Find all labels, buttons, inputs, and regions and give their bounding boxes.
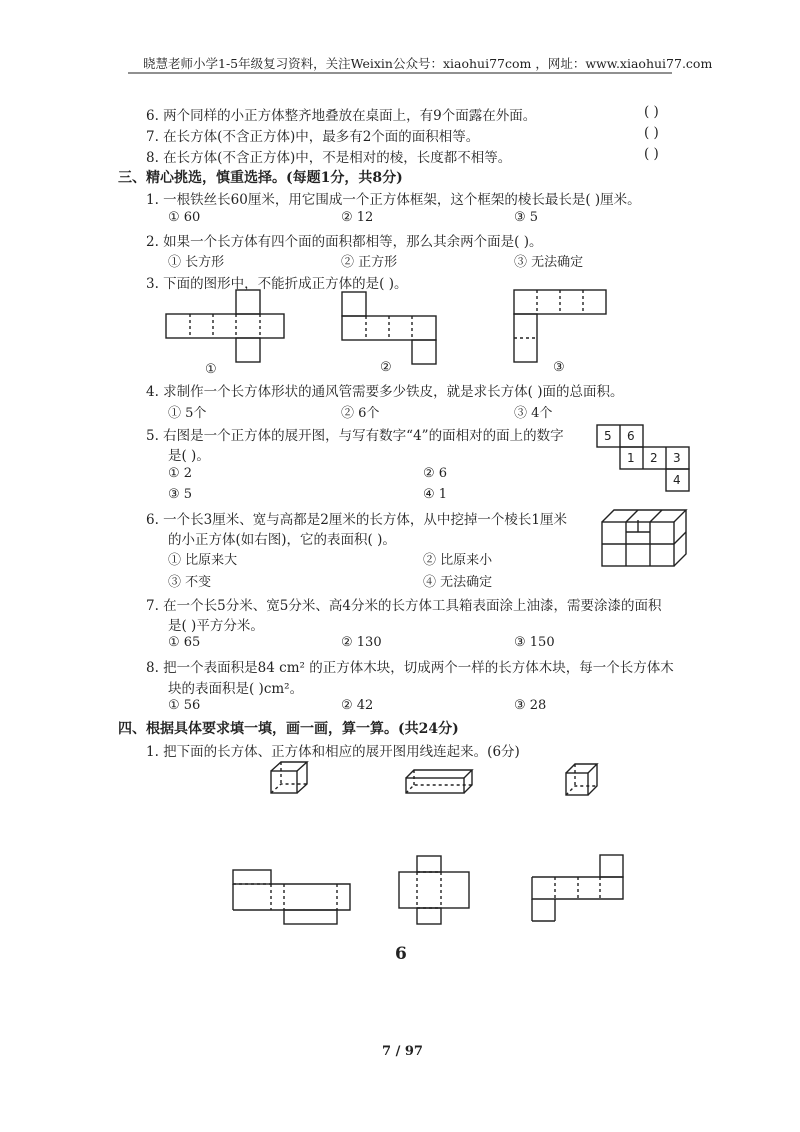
q5-net-face-6: 6 [627,429,635,443]
q6-text-line1: 6. 一个长3厘米、宽与高都是2厘米的长方体，从中挖掉一个棱长1厘米 [146,512,567,528]
q1-text: 1. 一根铁丝长60厘米，用它围成一个正方体框架，这个框架的棱长最长是( )厘米。 [146,192,641,208]
q8-text-line1: 8. 把一个表面积是84 cm² 的正方体木块，切成两个一样的长方体木块，每一个长方体木 [146,660,674,676]
q5-net-face-3: 3 [673,451,681,465]
section-4-title: 四、根据具体要求填一填，画一画，算一算。(共24分) [118,721,459,737]
q6-option-1[interactable]: ① 比原来大 [168,553,238,568]
q4-text: 4. 求制作一个长方体形状的通风管需要多少铁皮，就是求长方体( )面的总面积。 [146,384,624,400]
q5-net-face-1: 1 [627,451,635,465]
q8-text-line2: 块的表面积是( )cm²。 [168,681,304,697]
q7-text-line2: 是( )平方分米。 [168,618,264,634]
q5-net-face-2: 2 [650,451,658,465]
q7-option-3[interactable]: ③ 150 [514,635,555,650]
page-count: 7 / 97 [382,1044,423,1059]
q7-option-2[interactable]: ② 130 [341,635,382,650]
q8-option-2[interactable]: ② 42 [341,698,374,713]
q6-option-3[interactable]: ③ 不变 [168,575,212,590]
q6-option-2[interactable]: ② 比原来小 [423,553,493,568]
judge-answer-6[interactable]: ( ) [644,104,659,120]
q5-text-line2: 是( )。 [168,448,210,464]
q7-option-1[interactable]: ① 65 [168,635,201,650]
q5-option-4[interactable]: ④ 1 [423,487,448,502]
q8-option-3[interactable]: ③ 28 [514,698,547,713]
section-3-title: 三、精心挑选，慎重选择。(每题1分，共8分) [118,170,403,186]
q5-option-3[interactable]: ③ 5 [168,487,193,502]
q4-option-2[interactable]: ② 6个 [341,406,380,421]
judge-item-7: 7. 在长方体(不含正方体)中，最多有2个面的面积相等。 [146,129,480,145]
q5-net-face-4: 4 [673,473,681,487]
q5-text-line1: 5. 右图是一个正方体的展开图，与写有数字“4”的面相对的面上的数字 [146,428,564,444]
q6-option-4[interactable]: ④ 无法确定 [423,575,493,590]
q1-option-2[interactable]: ② 12 [341,210,374,225]
judge-item-6: 6. 两个同样的小正方体整齐地叠放在桌面上，有9个面露在外面。 [146,108,537,124]
q4-option-3[interactable]: ③ 4个 [514,406,553,421]
page-number: 6 [395,944,407,964]
q3-label-2: ② [380,360,392,375]
q3-label-3: ③ [553,360,565,375]
q2-option-1[interactable]: ① 长方形 [168,255,225,270]
q1-option-3[interactable]: ③ 5 [514,210,539,225]
s4-q1-text: 1. 把下面的长方体、正方体和相应的展开图用线连起来。(6分) [146,744,520,760]
q5-option-1[interactable]: ① 2 [168,466,193,481]
q2-text: 2. 如果一个长方体有四个面的面积都相等，那么其余两个面是( )。 [146,234,543,250]
q7-text-line1: 7. 在一个长5分米、宽5分米、高4分米的长方体工具箱表面涂上油漆，需要涂漆的面积 [146,598,662,614]
q4-option-1[interactable]: ① 5个 [168,406,207,421]
judge-answer-8[interactable]: ( ) [644,146,659,162]
q2-option-2[interactable]: ② 正方形 [341,255,398,270]
q8-option-1[interactable]: ① 56 [168,698,201,713]
judge-answer-7[interactable]: ( ) [644,125,659,141]
q1-option-1[interactable]: ① 60 [168,210,201,225]
q2-option-3[interactable]: ③ 无法确定 [514,255,584,270]
q3-text: 3. 下面的图形中，不能折成正方体的是( )。 [146,276,408,292]
q6-text-line2: 的小正方体(如右图)，它的表面积( )。 [168,532,396,548]
q5-net-face-5: 5 [604,429,612,443]
page-header: 晓慧老师小学1-5年级复习资料，关注Weixin公众号：xiaohui77com ，网址：www.xiaohui77.com [143,56,713,71]
judge-item-8: 8. 在长方体(不含正方体)中，不是相对的棱，长度都不相等。 [146,150,512,166]
q3-label-1: ① [205,362,217,377]
q5-option-2[interactable]: ② 6 [423,466,448,481]
